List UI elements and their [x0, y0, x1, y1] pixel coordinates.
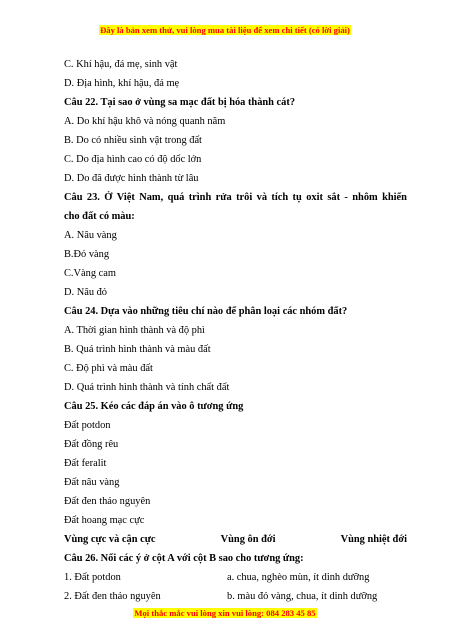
question-25: Câu 25. Kéo các đáp án vào ô tương ứng	[64, 401, 244, 412]
zone-temperate[interactable]: Vùng ôn đới	[220, 534, 276, 545]
option-d-prev: D. Địa hình, khí hậu, đá mẹ	[64, 78, 180, 89]
q26-col-b-item-b: b. màu đỏ vàng, chua, ít dinh dưỡng	[227, 591, 378, 602]
q26-col-a-item-1: 1. Đất potdon	[64, 572, 121, 583]
q26-col-b-item-a: a. chua, nghèo mùn, ít dinh dưỡng	[227, 572, 370, 583]
header-notice: Đây là bản xem thử, vui lòng mua tài liệu để xem chi tiết (có lời giải)	[100, 25, 350, 35]
q22-option-c: C. Do địa hình cao có độ dốc lớn	[64, 154, 202, 165]
footer-notice: Mọi thắc mắc vui lòng xin vui lòng: 084 283 45 85	[134, 608, 316, 618]
q25-item[interactable]: Đất đen thảo nguyên	[64, 496, 151, 507]
q24-option-a: A. Thời gian hình thành và độ phì	[64, 325, 205, 336]
q25-item[interactable]: Đất hoang mạc cực	[64, 515, 145, 526]
q26-col-a-item-2: 2. Đất đen thảo nguyên	[64, 591, 161, 602]
q23-option-b: B.Đỏ vàng	[64, 249, 110, 260]
question-26: Câu 26. Nối các ý ở cột A với cột B sao cho tương ứng:	[64, 553, 304, 564]
q25-item[interactable]: Đất nâu vàng	[64, 477, 120, 488]
q24-option-c: C. Độ phì và màu đất	[64, 363, 153, 374]
q23-option-a: A. Nâu vàng	[64, 230, 117, 241]
q22-option-d: D. Do đã được hình thành từ lâu	[64, 173, 199, 184]
option-c-prev: C. Khí hậu, đá mẹ, sinh vật	[64, 59, 178, 70]
question-23-line2: cho đất có màu:	[64, 211, 135, 222]
zone-tropical[interactable]: Vùng nhiệt đới	[340, 534, 407, 545]
q25-item[interactable]: Đất feralit	[64, 458, 107, 469]
q22-option-a: A. Do khí hậu khô và nóng quanh năm	[64, 116, 226, 127]
question-22: Câu 22. Tại sao ở vùng sa mạc đất bị hóa thành cát?	[64, 97, 296, 108]
q24-option-b: B. Quá trình hình thành và màu đất	[64, 344, 211, 355]
zone-drop-targets	[64, 533, 407, 546]
q22-option-b: B. Do có nhiều sinh vật trong đất	[64, 135, 202, 146]
q25-item[interactable]: Đất đồng rêu	[64, 439, 119, 450]
q23-option-d: D. Nâu đỏ	[64, 287, 107, 298]
question-24: Câu 24. Dựa vào những tiêu chí nào để phân loại các nhóm đất?	[64, 306, 348, 317]
q23-option-c: C.Vàng cam	[64, 268, 116, 279]
q25-item[interactable]: Đất potdon	[64, 420, 111, 431]
q24-option-d: D. Quá trình hình thành và tính chất đất	[64, 382, 230, 393]
question-23-line1: Câu 23. Ở Việt Nam, quá trình rửa trôi và tích tụ oxit sắt - nhôm khiến	[64, 192, 407, 203]
zone-polar[interactable]: Vùng cực và cận cực	[64, 534, 156, 545]
